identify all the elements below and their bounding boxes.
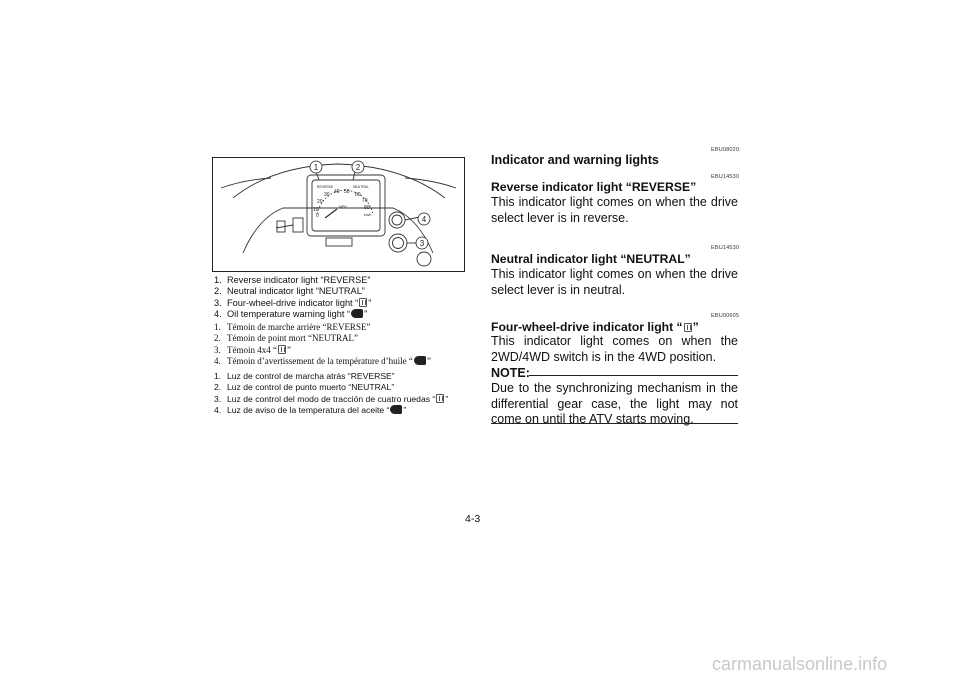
caption-fr-4 (214, 356, 431, 367)
caption-text: Reverse indicator light “REVERSE” (227, 275, 371, 285)
section-code-main: EBU08020 (711, 147, 740, 153)
4wd-icon (278, 345, 286, 354)
caption-es-2 (214, 382, 448, 393)
caption-number: 3. (214, 344, 221, 355)
caption-number: 4. (214, 356, 221, 367)
gauge-tick-60: 60 (355, 192, 361, 198)
caption-text: Témoin d’avertissement de la température d’huile “ (227, 356, 413, 367)
caption-number: 1. (214, 322, 221, 332)
caption-number: 1. (214, 275, 222, 285)
captions-english (214, 275, 371, 321)
captions-spanish (214, 371, 448, 417)
section-title-indicator-lights: Indicator and warning lights (491, 153, 659, 167)
speedometer-drawing (213, 158, 464, 271)
cable-line (276, 225, 293, 228)
caption-text-end: ” (403, 405, 407, 416)
caption-number: 3. (214, 297, 222, 308)
caption-text-end: ” (368, 297, 372, 308)
section-text-four-wheel-drive: This indicator light comes on when the 2WD/4WD switch is in the 4WD position. (491, 334, 738, 364)
section-code-neutral: EBU14530 (711, 245, 740, 251)
caption-text-end: ” (445, 393, 449, 404)
caption-number: 2. (214, 333, 221, 344)
page-number: 4-3 (465, 513, 481, 525)
4wd-icon (359, 298, 367, 307)
gauge-needle (325, 209, 337, 218)
indicator-4-lens (392, 215, 402, 225)
gauge-unit-mph: MPH (339, 205, 347, 209)
caption-en-1 (214, 275, 371, 286)
caption-fr-2 (214, 333, 431, 344)
caption-number: 4. (214, 309, 222, 320)
caption-number: 1. (214, 371, 222, 381)
meter-base (326, 238, 352, 246)
4wd-icon (684, 323, 692, 332)
caption-text: Luz de control de punto muerto “NEUTRAL” (227, 382, 395, 393)
indicator-3-lens (393, 238, 404, 249)
caption-text: Neutral indicator light “NEUTRAL” (227, 286, 365, 297)
section-text-neutral: This indicator light comes on when the drive select lever is in neutral. (491, 267, 738, 297)
gauge-unit-kmh: km/h (364, 213, 372, 217)
caption-text: Témoin de marche arrière “REVERSE” (227, 322, 371, 332)
caption-number: 2. (214, 286, 222, 297)
caption-number: 3. (214, 393, 222, 404)
fwd-title-end: ” (692, 320, 699, 334)
gauge-neutral-label: NEUTRAL (353, 185, 369, 189)
callout-1-number: 1 (313, 163, 319, 172)
gauge-tick-10: 10 (313, 207, 319, 213)
indicator-3-housing (389, 234, 407, 252)
gauge-tick-50: 50 (344, 189, 350, 195)
gauge-reverse-label: REVERSE (317, 185, 334, 189)
section-code-reverse: EBU14530 (711, 174, 740, 180)
caption-text: Four-wheel-drive indicator light “ (227, 297, 359, 308)
ignition-switch (417, 252, 431, 266)
caption-number: 2. (214, 382, 222, 393)
oil-temp-icon (390, 405, 402, 414)
watermark: carmanualsonline.info (712, 654, 888, 674)
section-title-four-wheel-drive (491, 320, 699, 334)
caption-en-4 (214, 309, 371, 320)
section-code-fwd: EBU00605 (711, 313, 740, 319)
oil-temp-icon (351, 309, 363, 318)
callout-4-number: 4 (421, 215, 427, 224)
caption-text-end: ” (426, 356, 431, 367)
caption-text: Luz de control del modo de tracción de cuatro ruedas “ (227, 393, 436, 404)
instrument-illustration (212, 157, 465, 272)
gauge-tick-80: 80 (364, 205, 370, 211)
callout-3-number: 3 (419, 239, 425, 248)
oil-temp-icon (414, 356, 426, 365)
caption-es-4 (214, 405, 448, 416)
note-top-rule (529, 375, 738, 376)
caption-fr-3 (214, 345, 431, 356)
caption-es-3 (214, 394, 448, 405)
gauge-tick-70: 70 (362, 198, 368, 204)
gauge-tick-0: 0 (316, 213, 319, 219)
note-bottom-rule (491, 423, 738, 424)
4wd-icon (436, 394, 444, 403)
caption-text: Luz de aviso de la temperatura del aceite “ (227, 405, 390, 416)
captions-french (214, 322, 431, 368)
indicator-4-housing (389, 212, 405, 228)
caption-fr-1 (214, 322, 431, 333)
callout-2-number: 2 (355, 163, 361, 172)
gauge-tick-40: 40 (334, 189, 340, 195)
gauge-tick-30: 30 (324, 192, 330, 198)
caption-es-1 (214, 371, 448, 382)
caption-text: Oil temperature warning light “ (227, 309, 351, 320)
caption-number: 4. (214, 405, 222, 416)
caption-en-2 (214, 286, 371, 297)
caption-text: Luz de control de marcha atrás “REVERSE” (227, 371, 395, 381)
caption-en-3 (214, 298, 371, 309)
fwd-title-text: Four-wheel-drive indicator light “ (491, 320, 683, 334)
section-title-neutral: Neutral indicator light “NEUTRAL” (491, 252, 691, 266)
section-title-reverse: Reverse indicator light “REVERSE” (491, 180, 697, 194)
note-text: Due to the synchronizing mechanism in the differential gear case, the light may not come on until the ATV starts moving. (491, 381, 738, 427)
caption-text: Témoin de point mort “NEUTRAL” (227, 333, 358, 344)
caption-text: Témoin 4x4 “ (227, 344, 277, 355)
note-label: NOTE: (491, 366, 530, 380)
caption-text-end: ” (364, 309, 368, 320)
caption-text-end: ” (287, 344, 291, 355)
section-text-reverse: This indicator light comes on when the drive select lever is in reverse. (491, 195, 738, 225)
gauge-tick-20: 20 (317, 199, 323, 205)
switch-block (293, 218, 303, 232)
